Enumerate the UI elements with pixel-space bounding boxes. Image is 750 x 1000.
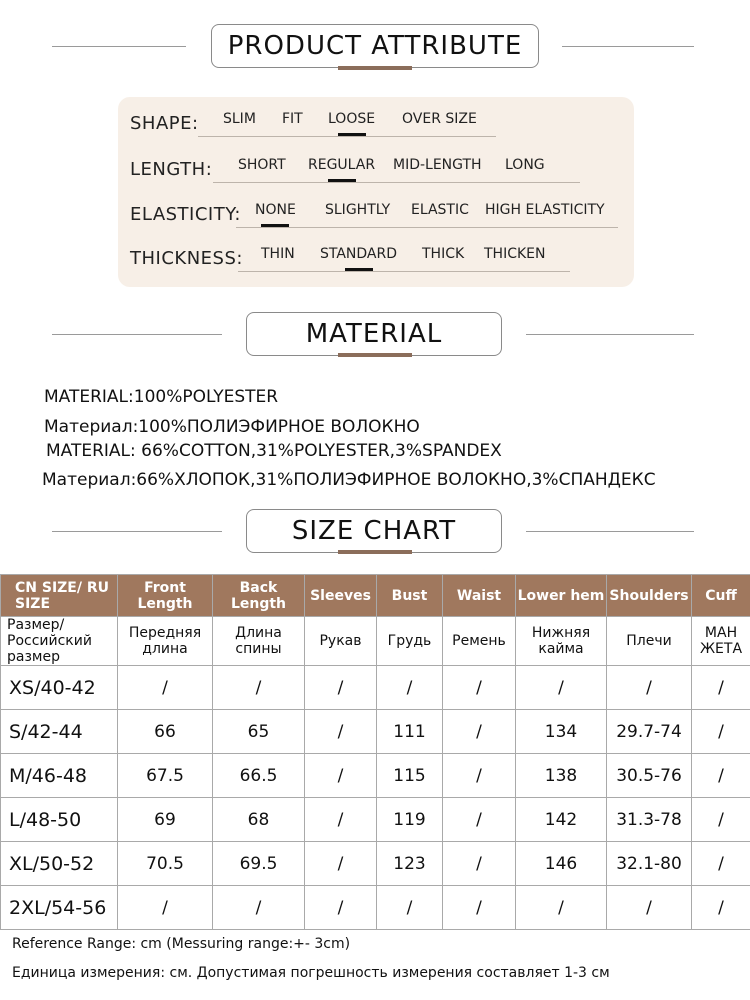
material-line-3: MATERIAL: 66%COTTON,31%POLYESTER,3%SPANDEX [46, 441, 502, 461]
header-accent-bar [338, 66, 412, 70]
measurement-cell: 65 [213, 710, 305, 754]
attribute-option: FIT [282, 111, 303, 127]
attribute-row [118, 107, 634, 137]
material-line-2: Материал:100%ПОЛИЭФИРНОЕ ВОЛОКНО [44, 417, 420, 437]
attribute-option: THICK [422, 246, 465, 262]
size-cell: L/48-50 [1, 798, 118, 842]
measurement-cell: 142 [516, 798, 607, 842]
header-accent-bar [338, 550, 412, 554]
measurement-cell: / [692, 798, 750, 842]
attribute-option: LONG [505, 157, 545, 173]
size-cell: M/46-48 [1, 754, 118, 798]
header-cell-en: Front Length [118, 575, 213, 617]
measurement-cell: 138 [516, 754, 607, 798]
header-cell-ru: Рукав [305, 617, 377, 666]
header-cell-en: Back Length [213, 575, 305, 617]
attribute-underline [238, 271, 570, 272]
header-cell-ru: Размер/ Российский размер [1, 617, 118, 666]
attribute-key: ELASTICITY: [130, 204, 241, 225]
attribute-key: SHAPE: [130, 113, 199, 134]
measurement-cell: / [443, 710, 516, 754]
measurement-cell: / [377, 886, 443, 930]
header-cell-en: Shoulders [607, 575, 692, 617]
header-divider-right [562, 46, 694, 47]
measurement-cell: / [118, 886, 213, 930]
measurement-cell: 69 [118, 798, 213, 842]
measurement-cell: / [692, 666, 750, 710]
measurement-cell: / [516, 666, 607, 710]
measurement-cell: / [443, 754, 516, 798]
attribute-option-selected: LOOSE [328, 111, 376, 127]
measurement-cell: / [213, 666, 305, 710]
table-row [1, 886, 750, 930]
measurement-cell: / [692, 754, 750, 798]
header-divider-left [52, 46, 186, 47]
header-cell-ru: Ремень [443, 617, 516, 666]
measurement-cell: / [443, 666, 516, 710]
header-cell-en: Cuff [692, 575, 750, 617]
table-row [1, 842, 750, 886]
attribute-option: THICKEN [484, 246, 546, 262]
material-line-1: MATERIAL:100%POLYESTER [44, 387, 279, 407]
attribute-option: THIN [261, 246, 295, 262]
attribute-key: THICKNESS: [130, 248, 243, 269]
measurement-cell: / [692, 842, 750, 886]
header-accent-bar [338, 353, 412, 357]
size-chart-title: SIZE CHART [246, 509, 502, 553]
header-cell-ru: Длина спины [213, 617, 305, 666]
attribute-row [118, 153, 634, 183]
measurement-cell: 146 [516, 842, 607, 886]
attribute-option-selected: STANDARD [320, 246, 398, 262]
measurement-cell: / [305, 710, 377, 754]
measurement-cell: / [213, 886, 305, 930]
measurement-cell: / [305, 798, 377, 842]
measurement-cell: 123 [377, 842, 443, 886]
measurement-cell: 67.5 [118, 754, 213, 798]
product-attribute-header [0, 24, 750, 72]
measurement-cell: 111 [377, 710, 443, 754]
measurement-cell: 69.5 [213, 842, 305, 886]
measurement-cell: 66 [118, 710, 213, 754]
measurement-cell: / [118, 666, 213, 710]
table-row [1, 798, 750, 842]
attribute-row [118, 242, 634, 272]
material-title: MATERIAL [246, 312, 502, 356]
attribute-option: SHORT [238, 157, 286, 173]
attribute-row [118, 198, 634, 228]
size-chart-header [0, 509, 750, 557]
table-row [1, 710, 750, 754]
material-line-4: Материал:66%ХЛОПОК,31%ПОЛИЭФИРНОЕ ВОЛОКНО,3%СПАНДЕКС [42, 470, 656, 490]
measurement-cell: / [443, 798, 516, 842]
size-cell: 2XL/54-56 [1, 886, 118, 930]
table-row [1, 754, 750, 798]
header-cell-ru: Нижняя кайма [516, 617, 607, 666]
measurement-cell: / [692, 710, 750, 754]
header-cell-ru: Плечи [607, 617, 692, 666]
measurement-cell: 32.1-80 [607, 842, 692, 886]
size-cell: XS/40-42 [1, 666, 118, 710]
measurement-cell: / [443, 886, 516, 930]
measurement-cell: / [692, 886, 750, 930]
table-header-en [1, 575, 750, 617]
header-cell-en: Lower hem [516, 575, 607, 617]
measurement-cell: 31.3-78 [607, 798, 692, 842]
measurement-tolerance-note: Единица измерения: см. Допустимая погрешность измерения составляет 1-3 см [12, 965, 610, 981]
attribute-option: MID-LENGTH [393, 157, 482, 173]
measurement-cell: / [377, 666, 443, 710]
header-cell-ru: Передняя длина [118, 617, 213, 666]
measurement-cell: / [443, 842, 516, 886]
material-header [0, 312, 750, 360]
measurement-cell: / [607, 886, 692, 930]
attribute-underline [236, 227, 618, 228]
measurement-cell: / [305, 754, 377, 798]
table-row [1, 666, 750, 710]
attribute-underline [213, 182, 580, 183]
attribute-option: ELASTIC [411, 202, 469, 218]
measurement-cell: 115 [377, 754, 443, 798]
size-cell: S/42-44 [1, 710, 118, 754]
header-cell-en: Bust [377, 575, 443, 617]
header-divider-left [52, 531, 222, 532]
product-attribute-title: PRODUCT ATTRIBUTE [211, 24, 539, 68]
measurement-cell: / [516, 886, 607, 930]
measurement-cell: / [305, 886, 377, 930]
measurement-cell: / [607, 666, 692, 710]
reference-range-note: Reference Range: cm (Messuring range:+- 3cm) [12, 936, 351, 952]
header-cell-ru: МАН ЖЕТА [692, 617, 750, 666]
measurement-cell: 66.5 [213, 754, 305, 798]
header-divider-left [52, 334, 222, 335]
header-cell-en: CN SIZE/ RU SIZE [1, 575, 118, 617]
attribute-panel [118, 97, 634, 287]
measurement-cell: 30.5-76 [607, 754, 692, 798]
attribute-option: SLIM [223, 111, 256, 127]
header-divider-right [526, 334, 694, 335]
measurement-cell: 29.7-74 [607, 710, 692, 754]
attribute-key: LENGTH: [130, 159, 213, 180]
size-cell: XL/50-52 [1, 842, 118, 886]
measurement-cell: / [305, 842, 377, 886]
measurement-cell: 70.5 [118, 842, 213, 886]
header-cell-en: Sleeves [305, 575, 377, 617]
measurement-cell: 119 [377, 798, 443, 842]
measurement-cell: / [305, 666, 377, 710]
size-chart-table [0, 574, 750, 930]
attribute-option: OVER SIZE [402, 111, 477, 127]
attribute-option: SLIGHTLY [325, 202, 391, 218]
attribute-option-selected: REGULAR [308, 157, 376, 173]
attribute-option-selected: NONE [255, 202, 296, 218]
attribute-underline [198, 136, 496, 137]
header-cell-en: Waist [443, 575, 516, 617]
header-divider-right [526, 531, 694, 532]
measurement-cell: 134 [516, 710, 607, 754]
measurement-cell: 68 [213, 798, 305, 842]
table-header-ru [1, 617, 750, 666]
header-cell-ru: Грудь [377, 617, 443, 666]
attribute-option: HIGH ELASTICITY [485, 202, 605, 218]
